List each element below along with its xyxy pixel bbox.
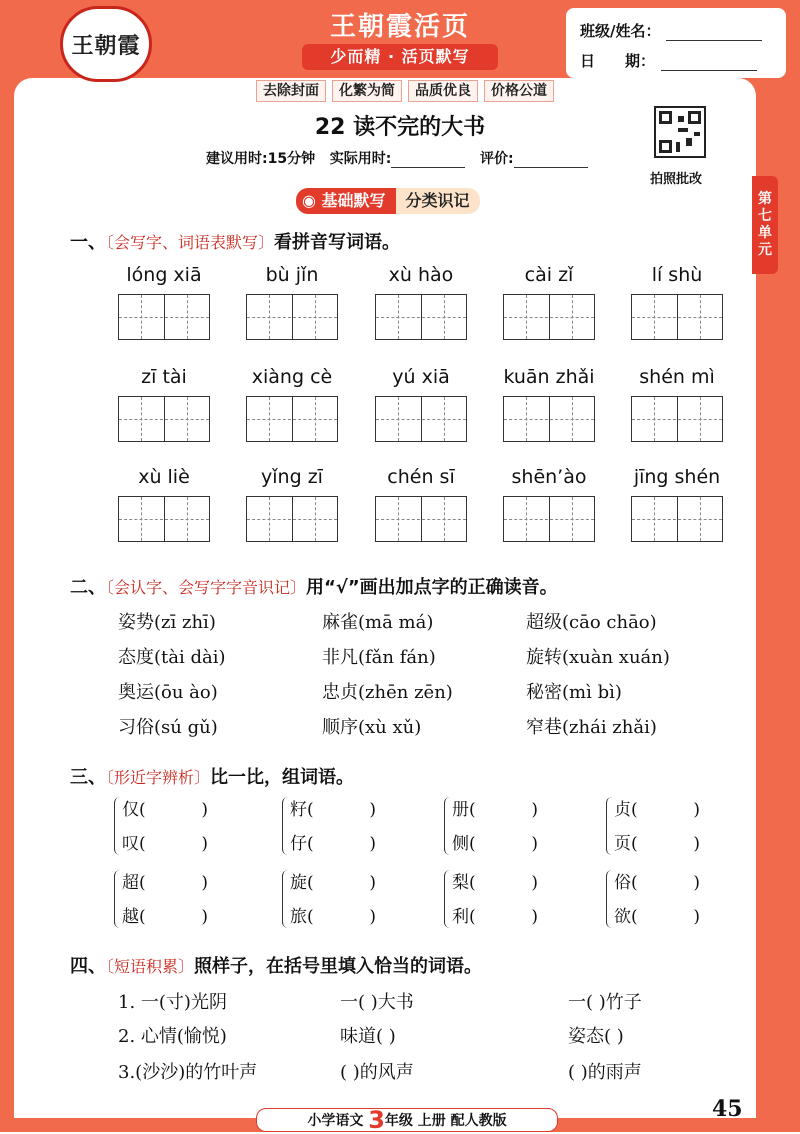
brace xyxy=(444,797,451,855)
slogan-item: 去除封面 xyxy=(256,80,326,102)
question-tag: 〔会写字、词语表默写〕 xyxy=(106,233,275,252)
pronunciation-item[interactable]: 超级(cāo chāo) xyxy=(526,612,657,633)
phrase-item[interactable]: 一( )大书 xyxy=(340,992,414,1013)
pair-char: 旅 xyxy=(290,907,307,927)
pronunciation-item[interactable]: 秘密(mì bì) xyxy=(526,682,622,703)
question-tag: 〔形近字辨析〕 xyxy=(106,768,211,787)
pinyin-text: xù liè xyxy=(138,466,190,488)
pair-blank[interactable]: 页( ) xyxy=(614,834,700,854)
pair-blank[interactable]: 叹( ) xyxy=(122,834,208,854)
question-number: 一、 xyxy=(70,232,106,253)
char-pair xyxy=(290,793,376,861)
footer-badge xyxy=(256,1108,558,1132)
brace xyxy=(444,870,451,928)
pronunciation-item[interactable]: 姿势(zī zhī) xyxy=(118,612,216,633)
char-pair xyxy=(452,793,538,861)
pinyin-text: xù hào xyxy=(388,264,454,286)
pinyin-item xyxy=(246,366,338,392)
qr-label: 拍照批改 xyxy=(650,172,703,187)
pinyin-text: shén mì xyxy=(639,366,715,388)
pronunciation-item[interactable]: 窄巷(zhái zhǎi) xyxy=(526,717,657,738)
footer-grade: 3 xyxy=(368,1106,385,1134)
class-name-row xyxy=(580,20,762,41)
pair-blank[interactable]: 旅( ) xyxy=(290,907,376,927)
char-pair xyxy=(122,793,208,861)
lesson-title: 22 读不完的大书 xyxy=(314,115,486,140)
section-banner xyxy=(296,188,480,214)
pair-blank[interactable]: 旋( ) xyxy=(290,873,376,893)
pronunciation-item[interactable]: 忠贞(zhēn zēn) xyxy=(322,682,453,703)
question-2-heading xyxy=(70,573,558,599)
writing-box[interactable] xyxy=(503,294,595,340)
section-banner-main: ◉ 基础默写 xyxy=(296,188,396,214)
pair-char: 册 xyxy=(452,800,469,820)
phrase-item: 3.(沙沙)的竹叶声 xyxy=(118,1062,258,1083)
question-1-heading xyxy=(70,228,400,254)
char-pair xyxy=(290,866,376,934)
pair-char: 俗 xyxy=(614,873,631,893)
phrase-item[interactable]: 一( )竹子 xyxy=(568,992,642,1013)
pair-blank[interactable]: 俗( ) xyxy=(614,873,700,893)
question-text: 照样子，在括号里填入恰当的词语。 xyxy=(194,956,483,977)
class-name-field[interactable] xyxy=(666,26,762,41)
pinyin-item xyxy=(375,366,467,392)
pinyin-item xyxy=(503,366,595,392)
writing-box[interactable] xyxy=(375,396,467,442)
pair-char: 叹 xyxy=(122,834,139,854)
question-tag: 〔短语积累〕 xyxy=(106,957,195,976)
pair-blank[interactable]: 侧( ) xyxy=(452,834,538,854)
question-tag: 〔会认字、会写字字音识记〕 xyxy=(106,578,307,597)
writing-box[interactable] xyxy=(246,396,338,442)
question-number: 三、 xyxy=(70,767,106,788)
question-number: 四、 xyxy=(70,956,106,977)
date-row xyxy=(580,50,757,71)
char-pair xyxy=(614,793,700,861)
actual-time-label: 实际用时: xyxy=(329,151,392,167)
slogan-item: 价格公道 xyxy=(484,80,554,102)
pinyin-text: lóng xiā xyxy=(126,264,202,286)
pinyin-item xyxy=(631,264,723,290)
suggested-time: 建议用时:15分钟 xyxy=(206,151,316,167)
pair-blank[interactable]: 仔( ) xyxy=(290,834,376,854)
phrase-item[interactable]: 味道( ) xyxy=(340,1026,396,1047)
writing-box[interactable] xyxy=(375,496,467,542)
writing-box[interactable] xyxy=(631,496,723,542)
slogan-item: 化繁为简 xyxy=(332,80,402,102)
pinyin-text: lí shù xyxy=(651,264,703,286)
pinyin-item xyxy=(503,264,595,290)
pair-blank[interactable]: 籽( ) xyxy=(290,800,376,820)
phrase-item[interactable]: ( )的雨声 xyxy=(568,1062,642,1083)
char-pair xyxy=(452,866,538,934)
banner-title: 王朝霞活页 xyxy=(329,12,470,42)
pronunciation-item[interactable]: 顺序(xù xǔ) xyxy=(322,717,422,738)
pinyin-text: yú xiā xyxy=(392,366,450,388)
question-3-heading xyxy=(70,763,354,789)
pinyin-text: cài zǐ xyxy=(524,264,574,286)
slogan-item: 品质优良 xyxy=(408,80,478,102)
pair-char: 超 xyxy=(122,873,139,893)
pair-blank[interactable]: 贞( ) xyxy=(614,800,700,820)
pinyin-text: zī tài xyxy=(141,366,187,388)
pair-char: 侧 xyxy=(452,834,469,854)
pinyin-item xyxy=(375,466,467,492)
brace xyxy=(114,797,121,855)
qr-code-icon[interactable] xyxy=(654,106,706,158)
pronunciation-item[interactable]: 旋转(xuàn xuán) xyxy=(526,647,670,668)
pair-blank[interactable]: 越( ) xyxy=(122,907,208,927)
pair-blank[interactable]: 欲( ) xyxy=(614,907,700,927)
question-text: 用“√”画出加点字的正确读音。 xyxy=(306,577,558,598)
footer-subject: 小学语文 xyxy=(307,1113,364,1129)
brand-logo xyxy=(60,6,154,82)
phrase-item[interactable]: 姿态( ) xyxy=(568,1026,624,1047)
pinyin-item xyxy=(631,366,723,392)
pinyin-text: shēn’ào xyxy=(511,466,587,488)
date-field[interactable] xyxy=(661,56,757,71)
slogan-bar xyxy=(256,80,560,102)
brace xyxy=(606,797,613,855)
writing-box[interactable] xyxy=(375,294,467,340)
logo-badge xyxy=(60,6,152,82)
brace xyxy=(114,870,121,928)
pair-char: 欲 xyxy=(614,907,631,927)
evaluation-field[interactable] xyxy=(514,153,588,168)
pair-char: 籽 xyxy=(290,800,307,820)
pair-blank[interactable]: 利( ) xyxy=(452,907,538,927)
pair-char: 利 xyxy=(452,907,469,927)
pair-char: 仅 xyxy=(122,800,139,820)
student-info-box xyxy=(566,8,786,78)
page-number: 45 xyxy=(712,1096,743,1122)
pinyin-text: yǐng zī xyxy=(261,466,323,488)
phrase-item: 1. 一(寸)光阴 xyxy=(118,992,227,1013)
writing-box[interactable] xyxy=(246,294,338,340)
footer-edition: 年级 上册 配人教版 xyxy=(384,1113,507,1129)
pair-char: 梨 xyxy=(452,873,469,893)
pinyin-item xyxy=(118,264,210,290)
logo-text: 王朝霞 xyxy=(71,32,141,59)
pinyin-item xyxy=(118,466,210,492)
header-banner xyxy=(258,0,542,74)
writing-box[interactable] xyxy=(118,396,210,442)
pronunciation-item[interactable]: 非凡(fǎn fán) xyxy=(322,647,436,668)
question-text: 比一比，组词语。 xyxy=(210,767,355,788)
writing-box[interactable] xyxy=(118,294,210,340)
pair-char: 页 xyxy=(614,834,631,854)
char-pair xyxy=(614,866,700,934)
pair-char: 仔 xyxy=(290,834,307,854)
pinyin-item xyxy=(631,466,723,492)
date-label: 日 期： xyxy=(580,52,656,70)
pinyin-item xyxy=(503,466,595,492)
pronunciation-item[interactable]: 态度(tài dài) xyxy=(118,647,226,668)
pair-blank[interactable]: 超( ) xyxy=(122,873,208,893)
pinyin-text: kuān zhǎi xyxy=(503,366,595,388)
pinyin-item xyxy=(246,466,338,492)
writing-box[interactable] xyxy=(631,396,723,442)
pinyin-text: chén sī xyxy=(387,466,455,488)
pair-blank[interactable]: 册( ) xyxy=(452,800,538,820)
question-text: 看拼音写词语。 xyxy=(274,232,401,253)
pair-char: 贞 xyxy=(614,800,631,820)
pair-char: 旋 xyxy=(290,873,307,893)
writing-box[interactable] xyxy=(503,496,595,542)
class-name-label: 班级/姓名： xyxy=(580,22,661,40)
evaluation-label: 评价: xyxy=(479,151,514,167)
unit-char: 元 xyxy=(758,242,772,258)
brace xyxy=(606,870,613,928)
pair-char: 越 xyxy=(122,907,139,927)
writing-box[interactable] xyxy=(118,496,210,542)
writing-box[interactable] xyxy=(246,496,338,542)
writing-box[interactable] xyxy=(631,294,723,340)
pinyin-text: xiàng cè xyxy=(251,366,333,388)
pronunciation-item[interactable]: 奥运(ōu ào) xyxy=(118,682,218,703)
question-number: 二、 xyxy=(70,577,106,598)
pinyin-text: jīng shén xyxy=(633,466,721,488)
phrase-item: 2. 心情(愉悦) xyxy=(118,1026,227,1047)
phrase-item[interactable]: ( )的风声 xyxy=(340,1062,414,1083)
pair-blank[interactable]: 仅( ) xyxy=(122,800,208,820)
question-4-heading xyxy=(70,952,482,978)
unit-side-tab xyxy=(752,176,778,274)
unit-char: 第 xyxy=(758,191,772,207)
section-banner-main-label: 基础默写 xyxy=(321,191,386,210)
actual-time-field[interactable] xyxy=(391,153,465,168)
brace xyxy=(282,870,289,928)
pinyin-item xyxy=(246,264,338,290)
unit-char: 单 xyxy=(758,225,772,241)
unit-char: 七 xyxy=(758,208,772,224)
pinyin-item xyxy=(118,366,210,392)
brace xyxy=(282,797,289,855)
pair-blank[interactable]: 梨( ) xyxy=(452,873,538,893)
char-pair xyxy=(122,866,208,934)
pinyin-text: bù jǐn xyxy=(265,264,319,286)
pronunciation-item[interactable]: 麻雀(mā má) xyxy=(322,612,434,633)
writing-box[interactable] xyxy=(503,396,595,442)
section-banner-sub: 分类识记 xyxy=(396,188,480,214)
time-line xyxy=(206,148,588,168)
pronunciation-item[interactable]: 习俗(sú gǔ) xyxy=(118,717,218,738)
pinyin-item xyxy=(375,264,467,290)
banner-subtitle: 少而精 · 活页默写 xyxy=(302,44,498,70)
